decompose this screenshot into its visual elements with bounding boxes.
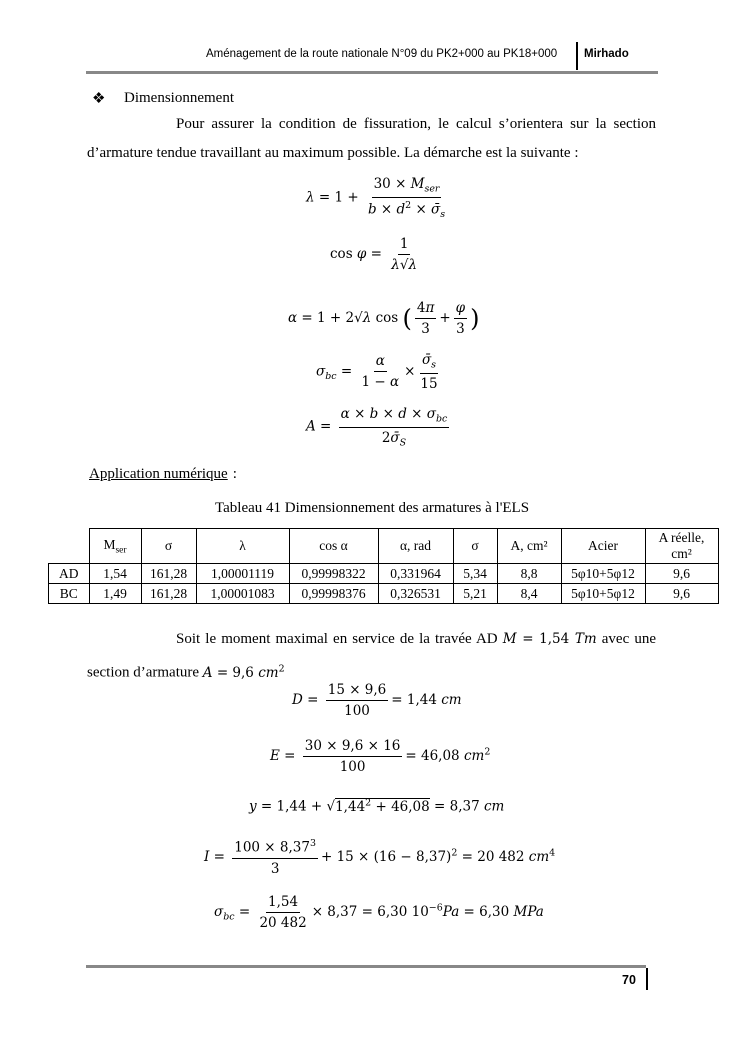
table-cell: 1,00001083 (196, 584, 289, 604)
header-cell: σ (453, 529, 497, 564)
table-cell: AD (49, 564, 90, 584)
table-cell: 8,8 (497, 564, 561, 584)
table-cell: 161,28 (141, 584, 196, 604)
equation-area: A = $\frac{\alpha \times b \times d \times \sigma_{bc}}{2\sigmā_S}$ (306, 406, 448, 449)
table-cell: 0,326531 (378, 584, 453, 604)
header-cell: $M_{ser}$ (89, 529, 141, 564)
header-cell: A, cm² (497, 529, 561, 564)
intro-text: Pour assurer la condition de fissuration, le calcul s’orientera sur la section d’armature tendue travaillant au maximum possible. La démarche est la suivante : (87, 116, 656, 161)
table-cell: 0,99998322 (289, 564, 378, 584)
table-cell: BC (49, 584, 90, 604)
table-cell: 1,54 (89, 564, 141, 584)
els-table (48, 528, 719, 604)
table-row (49, 584, 719, 604)
table-header-row (49, 529, 719, 564)
footer-divider (646, 968, 648, 990)
page-number: 70 (622, 973, 636, 987)
equation-sigma-bc: $\sigma_{bc}$ = $\frac{\alpha}{1 - \alpha}$ × $\frac{\sigmā_s}{15}$ (316, 352, 438, 392)
header-author: Mirhado (584, 48, 629, 60)
equation-E: E = $\frac{30 \times 9,6 \times 16}{100}$ = 46,08 $cm^2$ (270, 738, 491, 775)
moment-paragraph: Soit le moment maximal en service de la travée AD M = 1,54 Tm avec une section d’armature A = 9,6 $cm^2$ (87, 631, 656, 681)
section-title: Dimensionnement (124, 90, 234, 106)
equation-D: D = $\frac{15 \times 9,6}{100}$ = 1,44 cm (292, 682, 462, 719)
equation-alpha: α = 1 + 2√λ cos ( $\frac{4\pi}{3}$ + $\frac{\varphi}{3}$ ) (288, 300, 480, 337)
table-cell: 5φ10+5φ12 (561, 584, 645, 604)
table-cell: 5,34 (453, 564, 497, 584)
table-caption: Tableau 41 Dimensionnement des armatures à l'ELS (215, 500, 530, 516)
application-colon: : (229, 466, 237, 482)
table-cell: 1,00001119 (196, 564, 289, 584)
equation-y: $y = 1,44 + √1,44^2 + 46,08 = 8,37$ cm (249, 797, 505, 815)
table-cell: 161,28 (141, 564, 196, 584)
header-rule (86, 71, 658, 74)
table-cell: 0,331964 (378, 564, 453, 584)
diamond-bullet-icon: ❖ (92, 91, 106, 107)
header-cell: λ (196, 529, 289, 564)
equation-I: I = $\frac{100 \times 8,37^3}{3}$ + $15 \times (16 - 8,37)^2 = 20$ 482 $cm^4$ (204, 838, 556, 877)
header-cell: Acier (561, 529, 645, 564)
table-cell: 1,49 (89, 584, 141, 604)
header-cell: A réelle, cm² (645, 529, 718, 564)
table-cell: 9,6 (645, 584, 718, 604)
header-cell (49, 529, 90, 564)
table-row (49, 564, 719, 584)
table-cell: 5φ10+5φ12 (561, 564, 645, 584)
equation-sigma-bc-numeric: $\sigma_{bc}$ = $\frac{1,54}{20 482}$ × 8,37 = 6,30 $10^{-6}Pa = 6,30$ MPa (214, 894, 544, 931)
header-divider (576, 42, 578, 70)
table-cell: 5,21 (453, 584, 497, 604)
header-cell: α, rad (378, 529, 453, 564)
equation-cos-phi: cos φ = $\frac{1}{\lambda√\lambda}$ (330, 236, 417, 273)
intro-paragraph (87, 110, 656, 168)
running-header: Aménagement de la route nationale N°09 du PK2+000 au PK18+000 (206, 48, 558, 60)
moment-text: Soit le moment maximal en service de la travée AD (176, 631, 498, 647)
table-cell: 9,6 (645, 564, 718, 584)
table-cell: 8,4 (497, 584, 561, 604)
footer-rule (86, 965, 646, 968)
moment-text-2: avec une section d’armature (87, 631, 656, 681)
table-cell: 0,99998376 (289, 584, 378, 604)
equation-lambda: λ = 1 + $\frac{30 \times M_{ser}}{b \times d^2 \times \sigmā_s}$ (306, 176, 446, 220)
application-label: Application numérique (89, 466, 228, 482)
header-cell: σ (141, 529, 196, 564)
header-cell: cos α (289, 529, 378, 564)
